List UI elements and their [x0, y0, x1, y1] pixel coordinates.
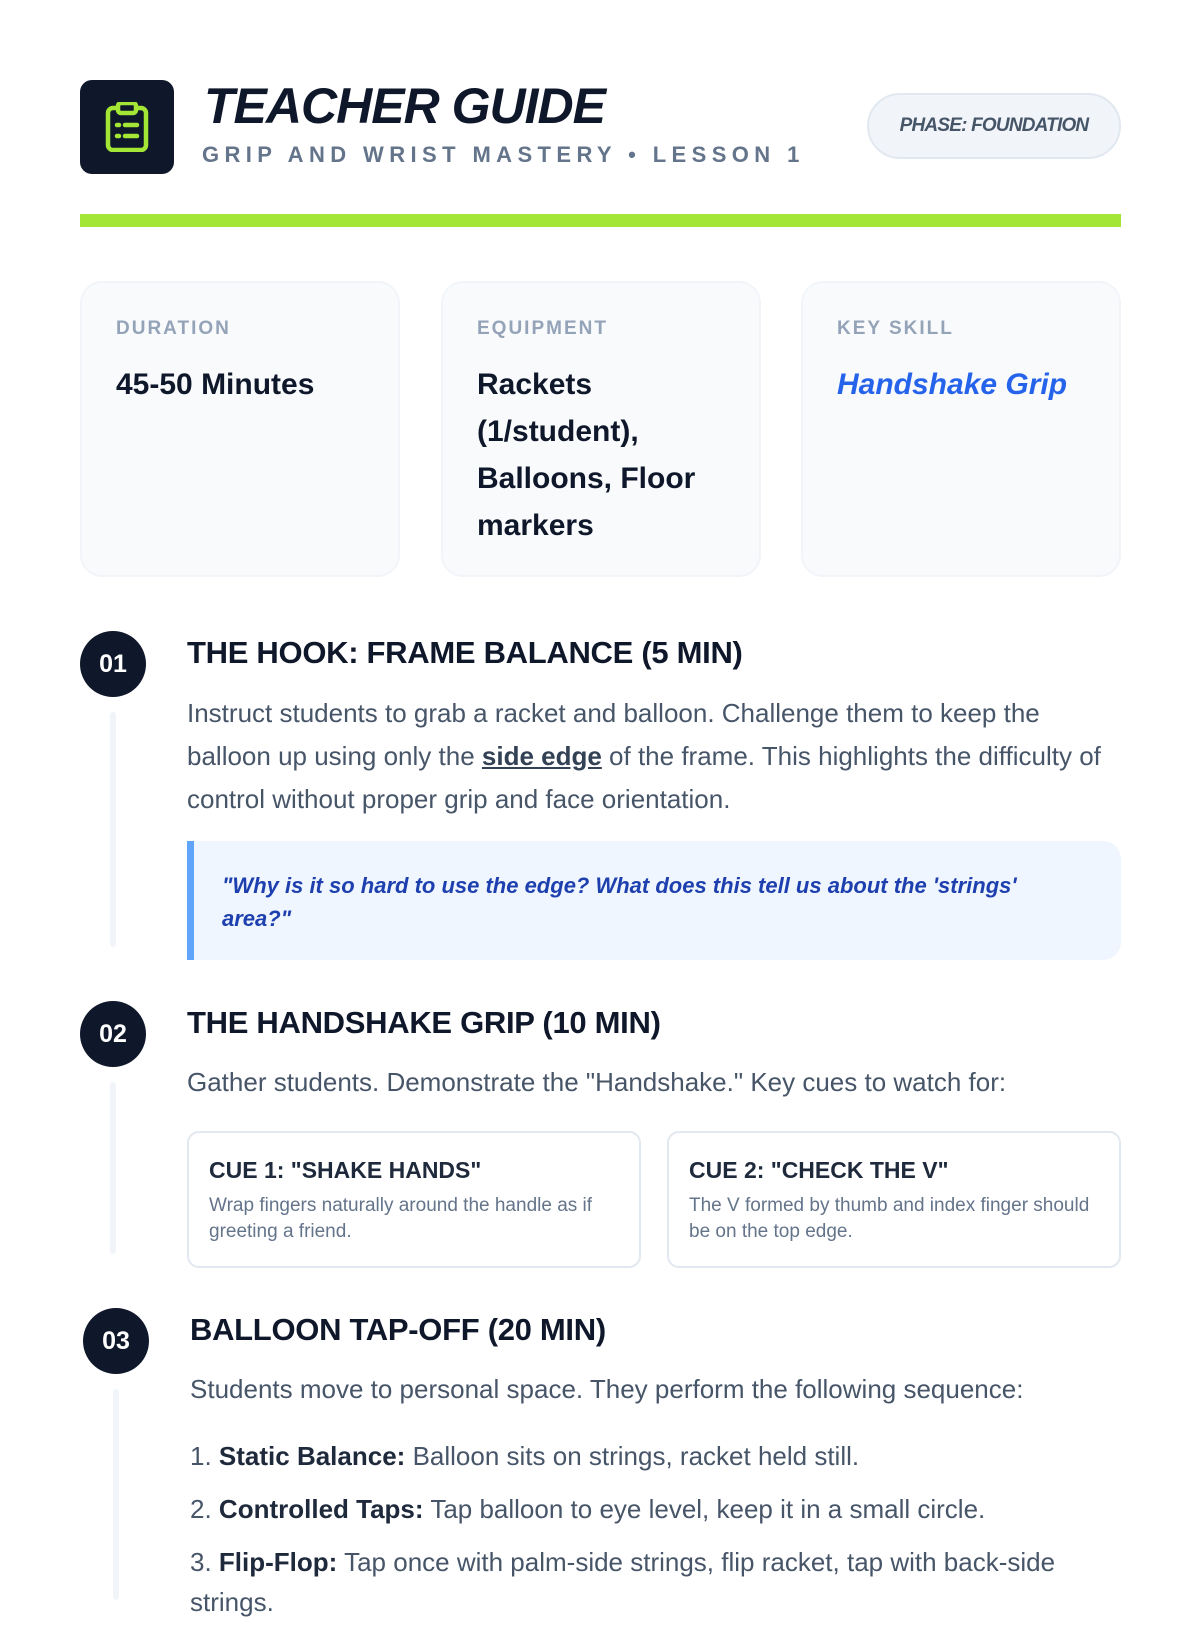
card-label: DURATION	[116, 318, 231, 339]
body-text: Instruct students to grab a racket and balloon. Challenge them to keep the balloon up using only the	[187, 698, 1040, 771]
timeline-line	[110, 1082, 116, 1254]
cue-title: CUE 2: "CHECK THE V"	[689, 1157, 949, 1183]
card-value: 45-50 Minutes	[116, 368, 315, 401]
accent-divider	[80, 214, 1121, 227]
card-label: EQUIPMENT	[477, 318, 608, 339]
page-subtitle: GRIP AND WRIST MASTERY • LESSON 1	[202, 142, 805, 167]
step-label: Flip-Flop:	[218, 1547, 338, 1577]
step-number: 3.	[190, 1547, 212, 1577]
step-label: Static Balance:	[218, 1441, 406, 1471]
duration-card	[80, 281, 400, 577]
card-label: KEY SKILL	[837, 318, 954, 339]
step-label: Controlled Taps:	[218, 1494, 424, 1524]
section-body: Students move to personal space. They perform the following sequence:	[190, 1374, 1024, 1404]
list-item	[190, 1542, 1130, 1622]
cue-title: CUE 1: "SHAKE HANDS"	[209, 1157, 482, 1183]
step-number-badge: 01	[80, 631, 146, 697]
step-number: 1.	[190, 1441, 212, 1471]
section-body: Gather students. Demonstrate the "Handshake." Key cues to watch for:	[187, 1067, 1007, 1097]
equipment-card	[441, 281, 761, 577]
step-text: Balloon sits on strings, racket held still.	[412, 1441, 860, 1471]
step-number: 2.	[190, 1494, 212, 1524]
page-title: TEACHER GUIDE	[204, 78, 605, 134]
step-text: Tap once with palm-side strings, flip racket, tap with back-side strings.	[190, 1547, 1056, 1617]
discussion-quote: "Why is it so hard to use the edge? What does this tell us about the 'strings' area?"	[187, 841, 1121, 960]
step-number-badge: 03	[83, 1308, 149, 1374]
cue-card	[187, 1131, 641, 1268]
card-value: Handshake Grip	[837, 368, 1068, 401]
sequence-list	[190, 1436, 1130, 1635]
section-title: THE HANDSHAKE GRIP (10 MIN)	[187, 1005, 661, 1040]
cue-description: The V formed by thumb and index finger should be on the top edge.	[689, 1195, 1090, 1242]
key-skill-card	[801, 281, 1121, 577]
clipboard-icon	[104, 102, 150, 152]
section-title: BALLOON TAP-OFF (20 MIN)	[190, 1312, 606, 1347]
logo	[80, 80, 174, 174]
card-value: Rackets (1/student), Balloons, Floor markers	[477, 368, 696, 542]
emphasis-text: side edge	[481, 741, 602, 771]
cue-card	[667, 1131, 1121, 1268]
section-title: THE HOOK: FRAME BALANCE (5 MIN)	[187, 635, 743, 670]
cue-description: Wrap fingers naturally around the handle as if greeting a friend.	[209, 1195, 593, 1242]
timeline-line	[113, 1389, 119, 1600]
list-item	[190, 1436, 1130, 1476]
step-text: Tap balloon to eye level, keep it in a small circle.	[430, 1494, 986, 1524]
list-item	[190, 1489, 1130, 1529]
timeline-line	[110, 712, 116, 947]
phase-badge: PHASE: FOUNDATION	[867, 93, 1121, 159]
step-number-badge: 02	[80, 1001, 146, 1067]
section-body	[187, 692, 1127, 821]
body-text: of the frame. This highlights the difficulty of control without proper grip and face orientation.	[187, 741, 1101, 814]
